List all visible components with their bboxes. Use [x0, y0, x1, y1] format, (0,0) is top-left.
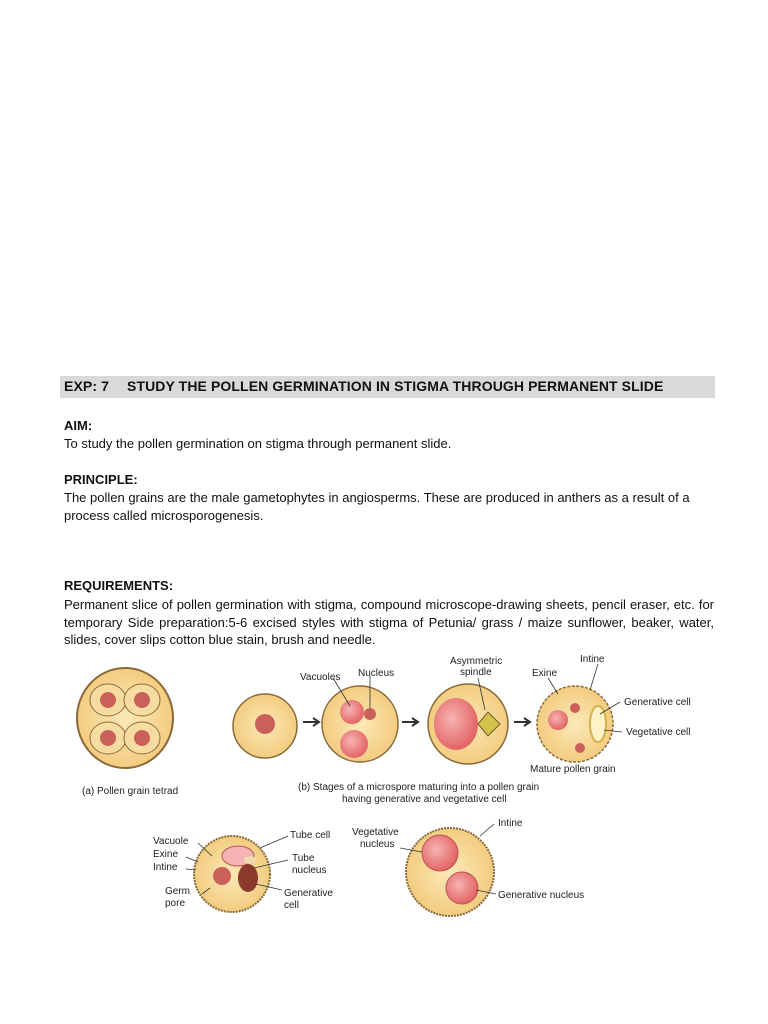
label-vacuole: Vacuole	[153, 836, 189, 847]
principle-label: PRINCIPLE:	[64, 472, 138, 487]
aim-label: AIM:	[64, 418, 93, 433]
label-exine: Exine	[532, 668, 558, 679]
label-vegetative: Vegetative	[352, 827, 399, 838]
label-tube: Tube	[292, 853, 315, 864]
microspore-stage-3	[428, 684, 508, 764]
label-vegetative-nucleus: nucleus	[360, 839, 395, 850]
arrow-icon	[303, 718, 319, 726]
label-mature-pollen-grain: Mature pollen grain	[530, 764, 616, 775]
label-tube-nucleus: nucleus	[292, 865, 327, 876]
experiment-title: STUDY THE POLLEN GERMINATION IN STIGMA THROUGH PERMANENT SLIDE	[127, 378, 664, 394]
principle-text: The pollen grains are the male gametophytes in angiosperms. These are produced in anthers as a result of a process called microsporogenesis.	[64, 490, 690, 523]
pollen-grain-cross-section	[194, 836, 270, 912]
pollen-grain-nuclei	[406, 828, 494, 916]
label-germ: Germ	[165, 886, 190, 897]
experiment-number: EXP: 7	[64, 378, 109, 394]
label-intine-2: Intine	[153, 862, 178, 873]
requirements-text: Permanent slice of pollen germination with stigma, compound microscope-drawing sheets, pencil eraser, etc. for temporary Side preparation:5-6 excised styles with stigma of Petunia/ grass / maize sunflower, beaker, water, slides, cover slips cotton blue stain, brush and needle.	[64, 597, 714, 647]
mature-pollen-grain	[537, 686, 613, 762]
pollen-tetrad	[77, 668, 173, 768]
label-pore: pore	[165, 898, 186, 909]
label-intine-3: Intine	[498, 818, 523, 829]
label-generative-cell-2: cell	[284, 900, 300, 911]
requirements-label: REQUIREMENTS:	[64, 578, 174, 593]
label-asymmetric: Asymmetric	[450, 656, 503, 667]
microspore-stage-2	[322, 686, 398, 762]
label-exine-2: Exine	[153, 849, 179, 860]
experiment-heading	[64, 378, 663, 394]
label-generative: Generative	[284, 888, 333, 899]
label-vegetative-cell: Vegetative cell	[626, 727, 691, 738]
pollen-figure	[70, 648, 720, 928]
microspore-stage-1	[233, 694, 297, 758]
label-tube-cell: Tube cell	[290, 830, 331, 841]
label-generative-nucleus: Generative nucleus	[498, 890, 585, 901]
caption-b-line-1: (b) Stages of a microspore maturing into a pollen grain	[298, 782, 540, 793]
aim-text: To study the pollen germination on stigma through permanent slide.	[64, 436, 452, 451]
caption-b-line-2: having generative and vegetative cell	[342, 794, 507, 805]
arrow-icon	[514, 718, 530, 726]
caption-a: (a) Pollen grain tetrad	[82, 786, 179, 797]
label-spindle: spindle	[460, 667, 492, 678]
label-intine: Intine	[580, 654, 605, 665]
label-vacuoles: Vacuoles	[300, 672, 341, 683]
label-generative-cell: Generative cell	[624, 697, 691, 708]
arrow-icon	[402, 718, 418, 726]
label-nucleus: Nucleus	[358, 668, 395, 679]
